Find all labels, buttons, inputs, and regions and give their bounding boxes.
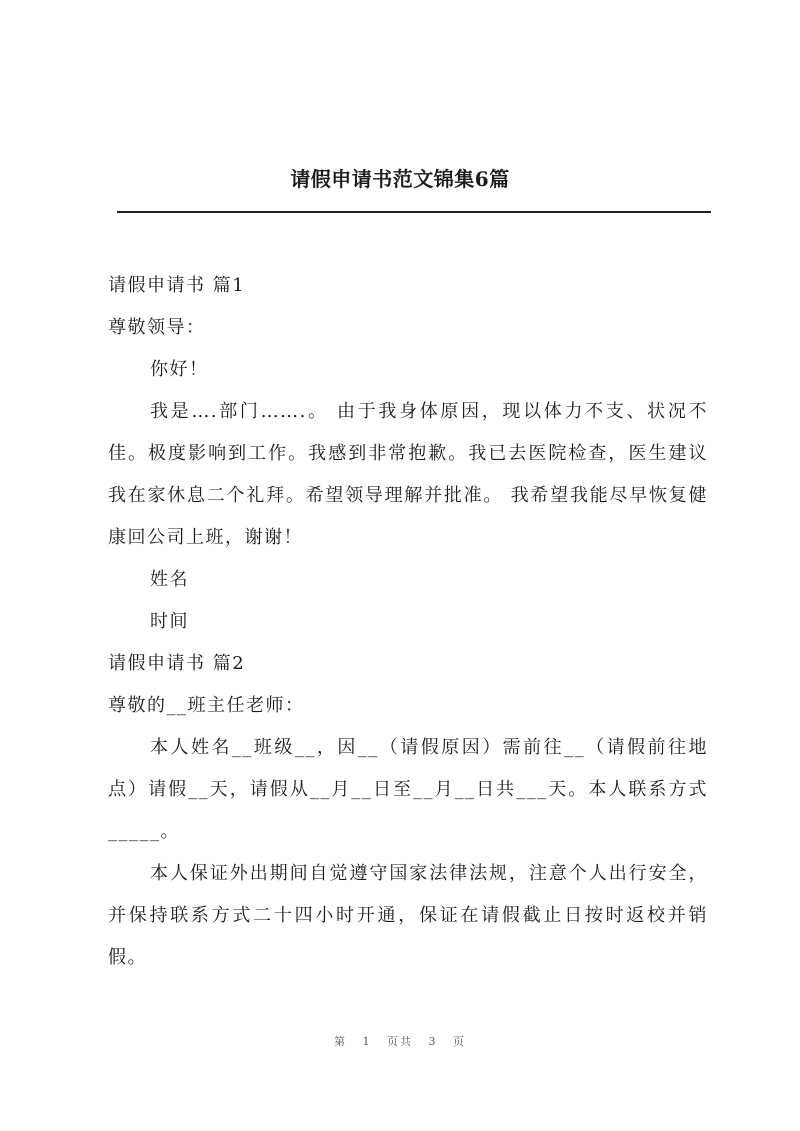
section-heading-2: 请假申请书 篇2 xyxy=(108,653,246,674)
document-body xyxy=(108,265,708,979)
page-footer: 第 1 页共 3 页 xyxy=(334,1035,466,1048)
title-divider xyxy=(117,211,711,213)
salutation-1: 尊敬领导： xyxy=(108,317,206,338)
salutation-2: 尊敬的__班主任老师： xyxy=(108,695,305,716)
signature-name: 姓名 xyxy=(150,569,189,590)
body-paragraph-1: 我是….部门…….。 由于我身体原因，现以体力不支、状况不佳。极度影响到工作。我感到非常抱歉。我已去医院检查，医生建议我在家休息二个礼拜。希望领导理解并批准。 我希望我能尽早恢复健康回公司上班，谢谢！ xyxy=(108,401,708,548)
greeting: 你好！ xyxy=(150,359,209,380)
signature-time: 时间 xyxy=(150,611,189,632)
section-heading-1: 请假申请书 篇1 xyxy=(108,275,246,296)
body-paragraph-2: 本人姓名__班级__，因__（请假原因）需前往__（请假前往地点）请假__天，请假从__月__日至__月__日共___天。本人联系方式_____。 xyxy=(108,737,708,842)
body-paragraph-3: 本人保证外出期间自觉遵守国家法律法规，注意个人出行安全，并保持联系方式二十四小时开通，保证在请假截止日按时返校并销假。 xyxy=(108,863,708,968)
page-title: 请假申请书范文锦集6篇 xyxy=(290,167,510,191)
